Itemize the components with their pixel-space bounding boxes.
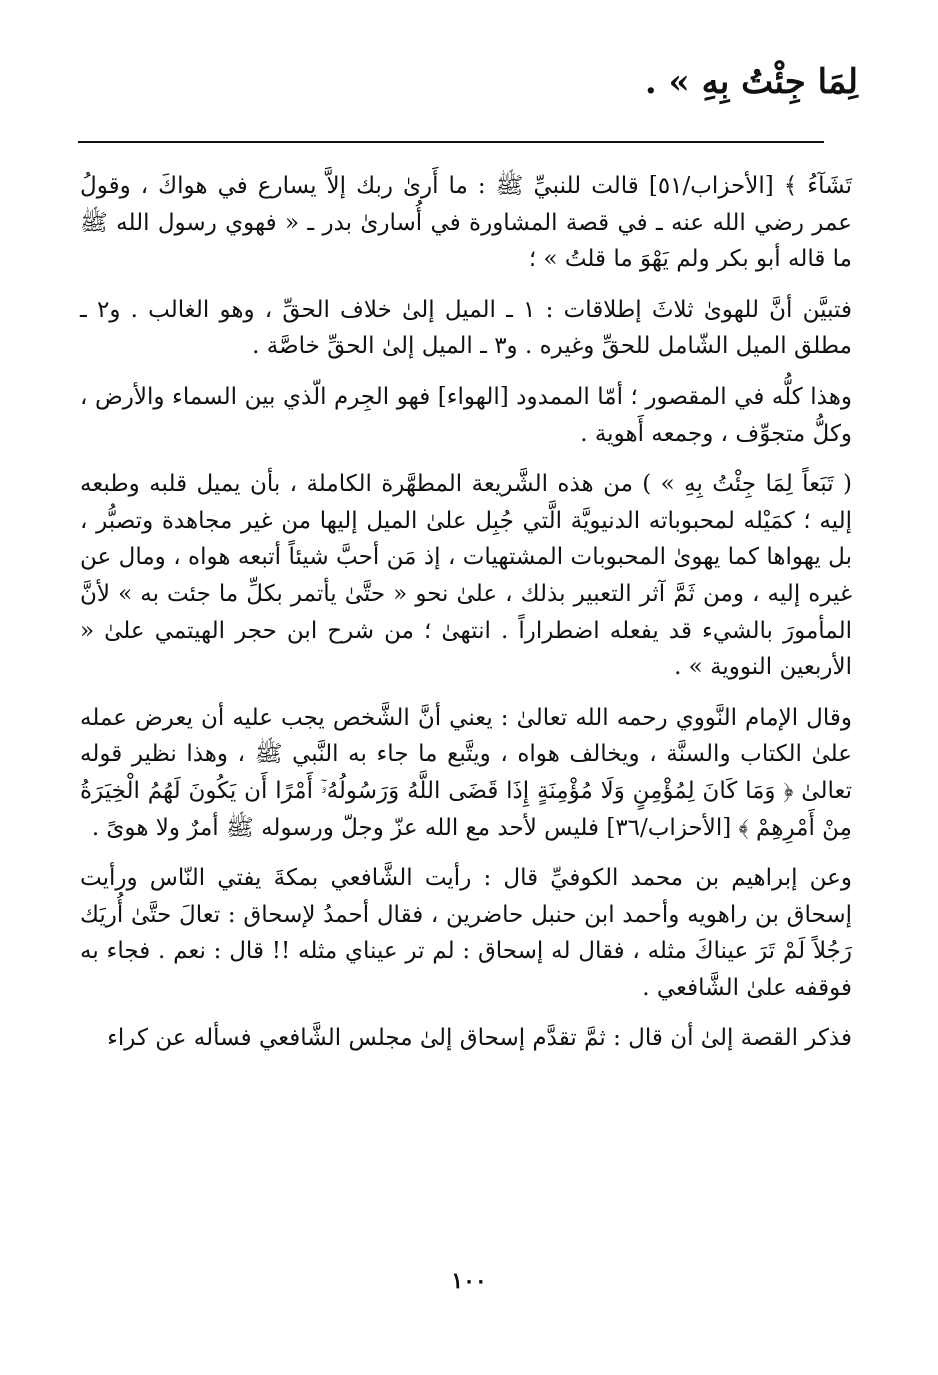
paragraph-1: تَشَآءُ ﴾ [الأحزاب/٥١] قالت للنبيِّ ﷺ : ما أَرىٰ ربك إلاَّ يسارع في هواكَ ، وقولُ عمر رضي الله عنه ـ في قصة المشاورة في أُسارىٰ بدر ـ « فهوي رسول الله ﷺ ما قاله أبو بكر ولم يَهْوَ ما قلتُ » ؛ [80, 173, 852, 273]
paragraph-2: فتبيَّن أنَّ للهوىٰ ثلاثَ إطلاقات : ١ ـ الميل إلىٰ خلاف الحقِّ ، وهو الغالب . و٢ ـ مطلق الميل الشّامل للحقِّ وغيره . و٣ ـ الميل إلىٰ الحقِّ خاصَّة . [80, 296, 852, 360]
paragraph-5: وقال الإمام النَّووي رحمه الله تعالىٰ : يعني أنَّ الشَّخص يجب عليه أن يعرض عمله علىٰ الكتاب والسنَّة ، ويخالف هواه ، ويتَّبع ما جاء به النَّبي ﷺ ، وهذا نظير قوله تعالىٰ ﴿ وَمَا كَانَ لِمُؤْمِنٍ وَلَا مُؤْمِنَةٍ إِذَا قَضَى اللَّهُ وَرَسُولُهُۥٓ أَمْرًا أَن يَكُونَ لَهُمُ الْخِيَرَةُ مِنْ أَمْرِهِمْ ﴾ [الأحزاب/٣٦] فليس لأحد مع الله عزّ وجلّ ورسوله ﷺ أمرٌ ولا هوىً . [80, 704, 852, 841]
paragraph-4: ( تَبَعاً لِمَا جِئْتُ بِهِ » ) من هذه الشَّريعة المطهَّرة الكاملة ، بأن يميل قلبه وطبعه إليه ؛ كمَيْله لمحبوباته الدنيويَّة الَّتي جُبِل علىٰ الميل إليها من غير مجاهدة وتصبُّر ، بل يهواها كما يهوىٰ المحبوبات المشتهيات ، إذ مَن أحبَّ شيئاً أتبعه هواه ، ومال عن غيره إليه ، ومن ثَمَّ آثر التعبير بذلك ، علىٰ نحو « حتَّىٰ يأتمر بكلِّ ما جئت به » لأنَّ المأمورَ بالشيء قد يفعله اضطراراً . انتهىٰ ؛ من شرح ابن حجر الهيتمي علىٰ « الأربعين النووية » . [80, 471, 852, 681]
page-body [80, 168, 852, 1071]
running-header: لِمَا جِئْتُ بِهِ » . [644, 62, 858, 102]
header-divider [78, 141, 824, 143]
paragraph-6: وعن إبراهيم بن محمد الكوفيِّ قال : رأيت الشَّافعي بمكةَ يفتي النّاس ورأيت إسحاق بن راهويه وأحمد ابن حنبل حاضرين ، فقال أحمدُ لإسحاق : تعالَ حتَّىٰ أُريَك رَجُلاً لَمْ تَرَ عيناكَ مثله ، فقال له إسحاق : لم تر عيناي مثله !! قال : نعم . فجاء به فوقفه علىٰ الشَّافعي . [80, 865, 852, 1001]
page-number: ١٠٠ [451, 1268, 487, 1294]
paragraph-3: وهذا كلُّه في المقصور ؛ أمّا الممدود [الهواء] فهو الجِرم الّذي بين السماء والأرض ، وكلُّ متجوِّف ، وجمعه أَهوية . [80, 383, 852, 447]
paragraph-7: فذكر القصة إلىٰ أن قال : ثمَّ تقدَّم إسحاق إلىٰ مجلس الشَّافعي فسأله عن كراء [107, 1025, 852, 1052]
